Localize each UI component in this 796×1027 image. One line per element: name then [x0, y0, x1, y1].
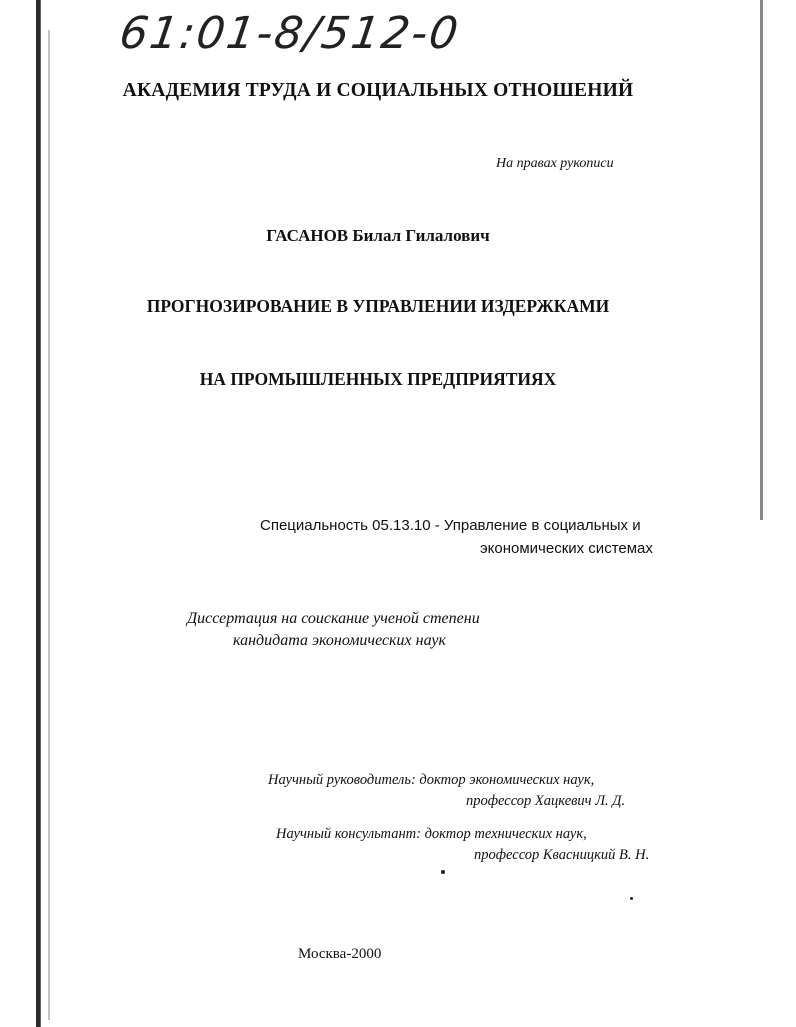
dissertation-degree-line2: кандидата экономических наук — [233, 632, 446, 649]
specialty-line1: Специальность 05.13.10 - Управление в социальных и — [260, 517, 641, 534]
author-name: ГАСАНОВ Билал Гилалович — [266, 226, 490, 245]
thesis-title-line1: ПРОГНОЗИРОВАНИЕ В УПРАВЛЕНИИ ИЗДЕРЖКАМИ — [146, 296, 610, 316]
scan-edge-left — [36, 0, 46, 1027]
city-year: Москва-2000 — [298, 946, 382, 962]
scan-edge-right — [760, 0, 763, 520]
thesis-title-line2: НА ПРОМЫШЛЕННЫХ ПРЕДПРИЯТИЯХ — [199, 369, 557, 389]
scan-speck — [630, 897, 633, 900]
dissertation-degree-line1: Диссертация на соискание ученой степени — [187, 610, 480, 627]
academy-name: АКАДЕМИЯ ТРУДА И СОЦИАЛЬНЫХ ОТНОШЕНИЙ — [122, 80, 634, 101]
rights-note: На правах рукописи — [496, 156, 614, 171]
consultant-line1: Научный консультант: доктор технических наук, — [276, 826, 587, 842]
supervisor-line2: профессор Хацкевич Л. Д. — [466, 793, 626, 809]
supervisor-line1: Научный руководитель: доктор экономических наук, — [268, 772, 595, 788]
specialty-line2: экономических системах — [480, 540, 653, 557]
handwritten-archive-number: 61:01-8/512-0 — [116, 8, 463, 59]
scan-speck — [441, 870, 445, 874]
consultant-line2: профессор Квасницкий В. Н. — [474, 847, 650, 863]
scan-edge-left-shadow — [48, 30, 50, 1020]
